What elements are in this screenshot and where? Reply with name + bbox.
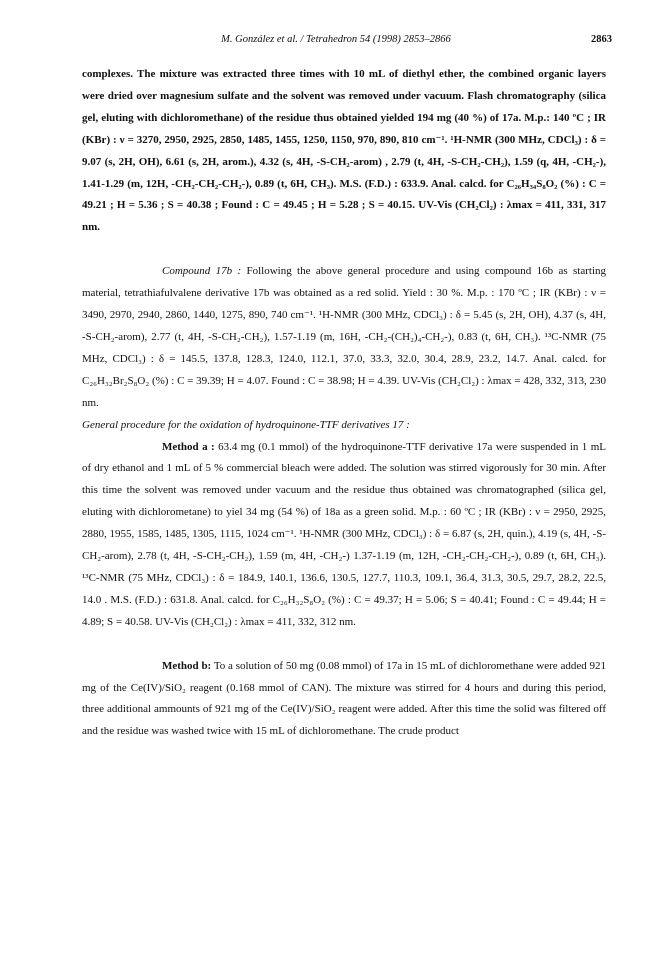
paragraph-text: complexes. The mixture was extracted three times with 10 mL of diethyl ether, the combined organic layers were dried over magnesium sulfate and the solvent was removed under vacuum. Flash chromatography (silica gel, eluting with dichloromethane) of the residue thus obtained yielded 194 mg (40 %) of 17a. M.p.: 140 ºC ; IR (KBr) : ν = 3270, 2950, 2925, 2850, 1485, 1455, 1250, 1150, 970, 890, 810 cm⁻¹. ¹H-NMR (300 MHz, CDCl₃) : δ = 9.07 (s, 2H, OH), 6.61 (s, 2H, arom.), 4.32 (s, 4H, -S-CH₂-arom) , 2.79 (t, 4H, -S-CH₂-CH₂), 1.59 (q, 4H, -CH₂-), 1.41-1.29 (m, 12H, -CH₂-CH₂-CH₂-), 0.89 (t, 6H, CH₃). M.S. (F.D.) : 633.9. Anal. calcd. for C₂₆H₃₄S₈O₂ (%) : C = 49.21 ; H = 5.36 ; S = 40.38 ; Found : C = 49.45 ; H = 5.28 ; S = 40.15. UV-Vis (CH₂Cl₂) : λmax = 411, 331, 317 nm. (82, 68, 606, 234)
running-header (60, 32, 612, 48)
paragraph-label: Method b: (162, 659, 212, 672)
paragraph-compound-17b (82, 261, 606, 414)
paragraph-17a-continued (82, 64, 606, 239)
paragraph-method-b (82, 656, 606, 744)
paragraph-text: To a solution of 50 mg (0.08 mmol) of 17a in 15 mL of dichloromethane were added 921 mg of the Ce(IV)/SiO₂ reagent (0.168 mmol of CAN). The mixture was stirred for 4 hours and during this period, three additional ammounts of 921 mg of the Ce(IV)/SiO₂ reagent were added. After this time the solid was filtered off and the residue was washed twice with 15 mL of dichloromethane. The crude product (82, 659, 607, 738)
paragraph-method-a (82, 437, 606, 634)
running-title: M. González et al. / Tetrahedron 54 (1998) 2853–2866 (221, 34, 451, 45)
paragraph-label: Compound 17b : (162, 265, 242, 278)
section-heading: General procedure for the oxidation of hydroquinone-TTF derivatives 17 : (82, 418, 410, 431)
paragraph-label: Method a : (162, 440, 215, 453)
page-number: 2863 (591, 34, 612, 45)
body-text (82, 64, 606, 743)
paragraph-text: 63.4 mg (0.1 mmol) of the hydroquinone-TTF derivative 17a were suspended in 1 mL of dry ethanol and 1 mL of 5 % commercial bleach were added. The solution was stirred vigorously for 30 min. After this time the solvent was removed under vacuum and the residue thus obtained was chromatographed (silica gel, eluting with dichlorometane) to yiel 34 mg (54 %) of 18a as a green solid. M.p. : 60 ºC ; IR (KBr) : ν = 2950, 2925, 2880, 1955, 1585, 1485, 1305, 1115, 1024 cm⁻¹. ¹H-NMR (300 MHz, CDCl₃) : δ = 6.87 (s, 2H, quin.), 4.19 (s, 4H, -S-CH₂-arom), 2.78 (t, 4H, -S-CH₂-CH₂), 1.59 (m, 4H, -CH₂-) 1.37-1.19 (m, 12H, -CH₂-CH₂-CH₂-), 0.89 (t, 6H, CH₃). ¹³C-NMR (75 MHz, CDCl₃) : δ = 184.9, 140.1, 136.6, 130.5, 127.7, 110.3, 109.1, 36.4, 31.3, 30.5, 29.7, 28.2, 22.5, 14.0 . M.S. (F.D.) : 631.8. Anal. calcd. for C₂₆H₃₂S₈O₂ (%) : C = 49.37; H = 5.06; S = 40.41; Found : C = 49.44; H = 4.89; S = 40.58. UV-Vis (CH₂Cl₂) : λmax = 411, 332, 312 nm. (82, 440, 606, 628)
paragraph-text: Following the above general procedure and using compound 16b as starting material, tetrathiafulvalene derivative 17b was obtained as a red solid. Yield : 30 %. M.p. : 170 ºC ; IR (KBr) : ν = 3490, 2970, 2940, 2860, 1440, 1275, 890, 740 cm⁻¹. ¹H-NMR (300 MHz, CDCl₃) : δ = 5.45 (s, 2H, OH), 4.37 (s, 4H, -S-CH₂-arom), 2.77 (t, 4H, -S-CH₂-CH₂), 1.57-1.19 (m, 16H, -CH₂-(CH₂)₄-CH₂-), 0.83 (t, 6H, CH₃). ¹³C-NMR (75 MHz, CDCl₃) : δ = 145.5, 137.8, 128.3, 124.0, 112.1, 37.0, 33.3, 32.0, 30.4, 28.9, 23.2, 14.7. Anal. calcd. for C₂₆H₃₂Br₂S₈O₂ (%) : C = 39.39; H = 4.07. Found : C = 38.98; H = 4.39. UV-Vis (CH₂Cl₂) : λmax = 428, 332, 313, 230 nm. (82, 265, 606, 409)
